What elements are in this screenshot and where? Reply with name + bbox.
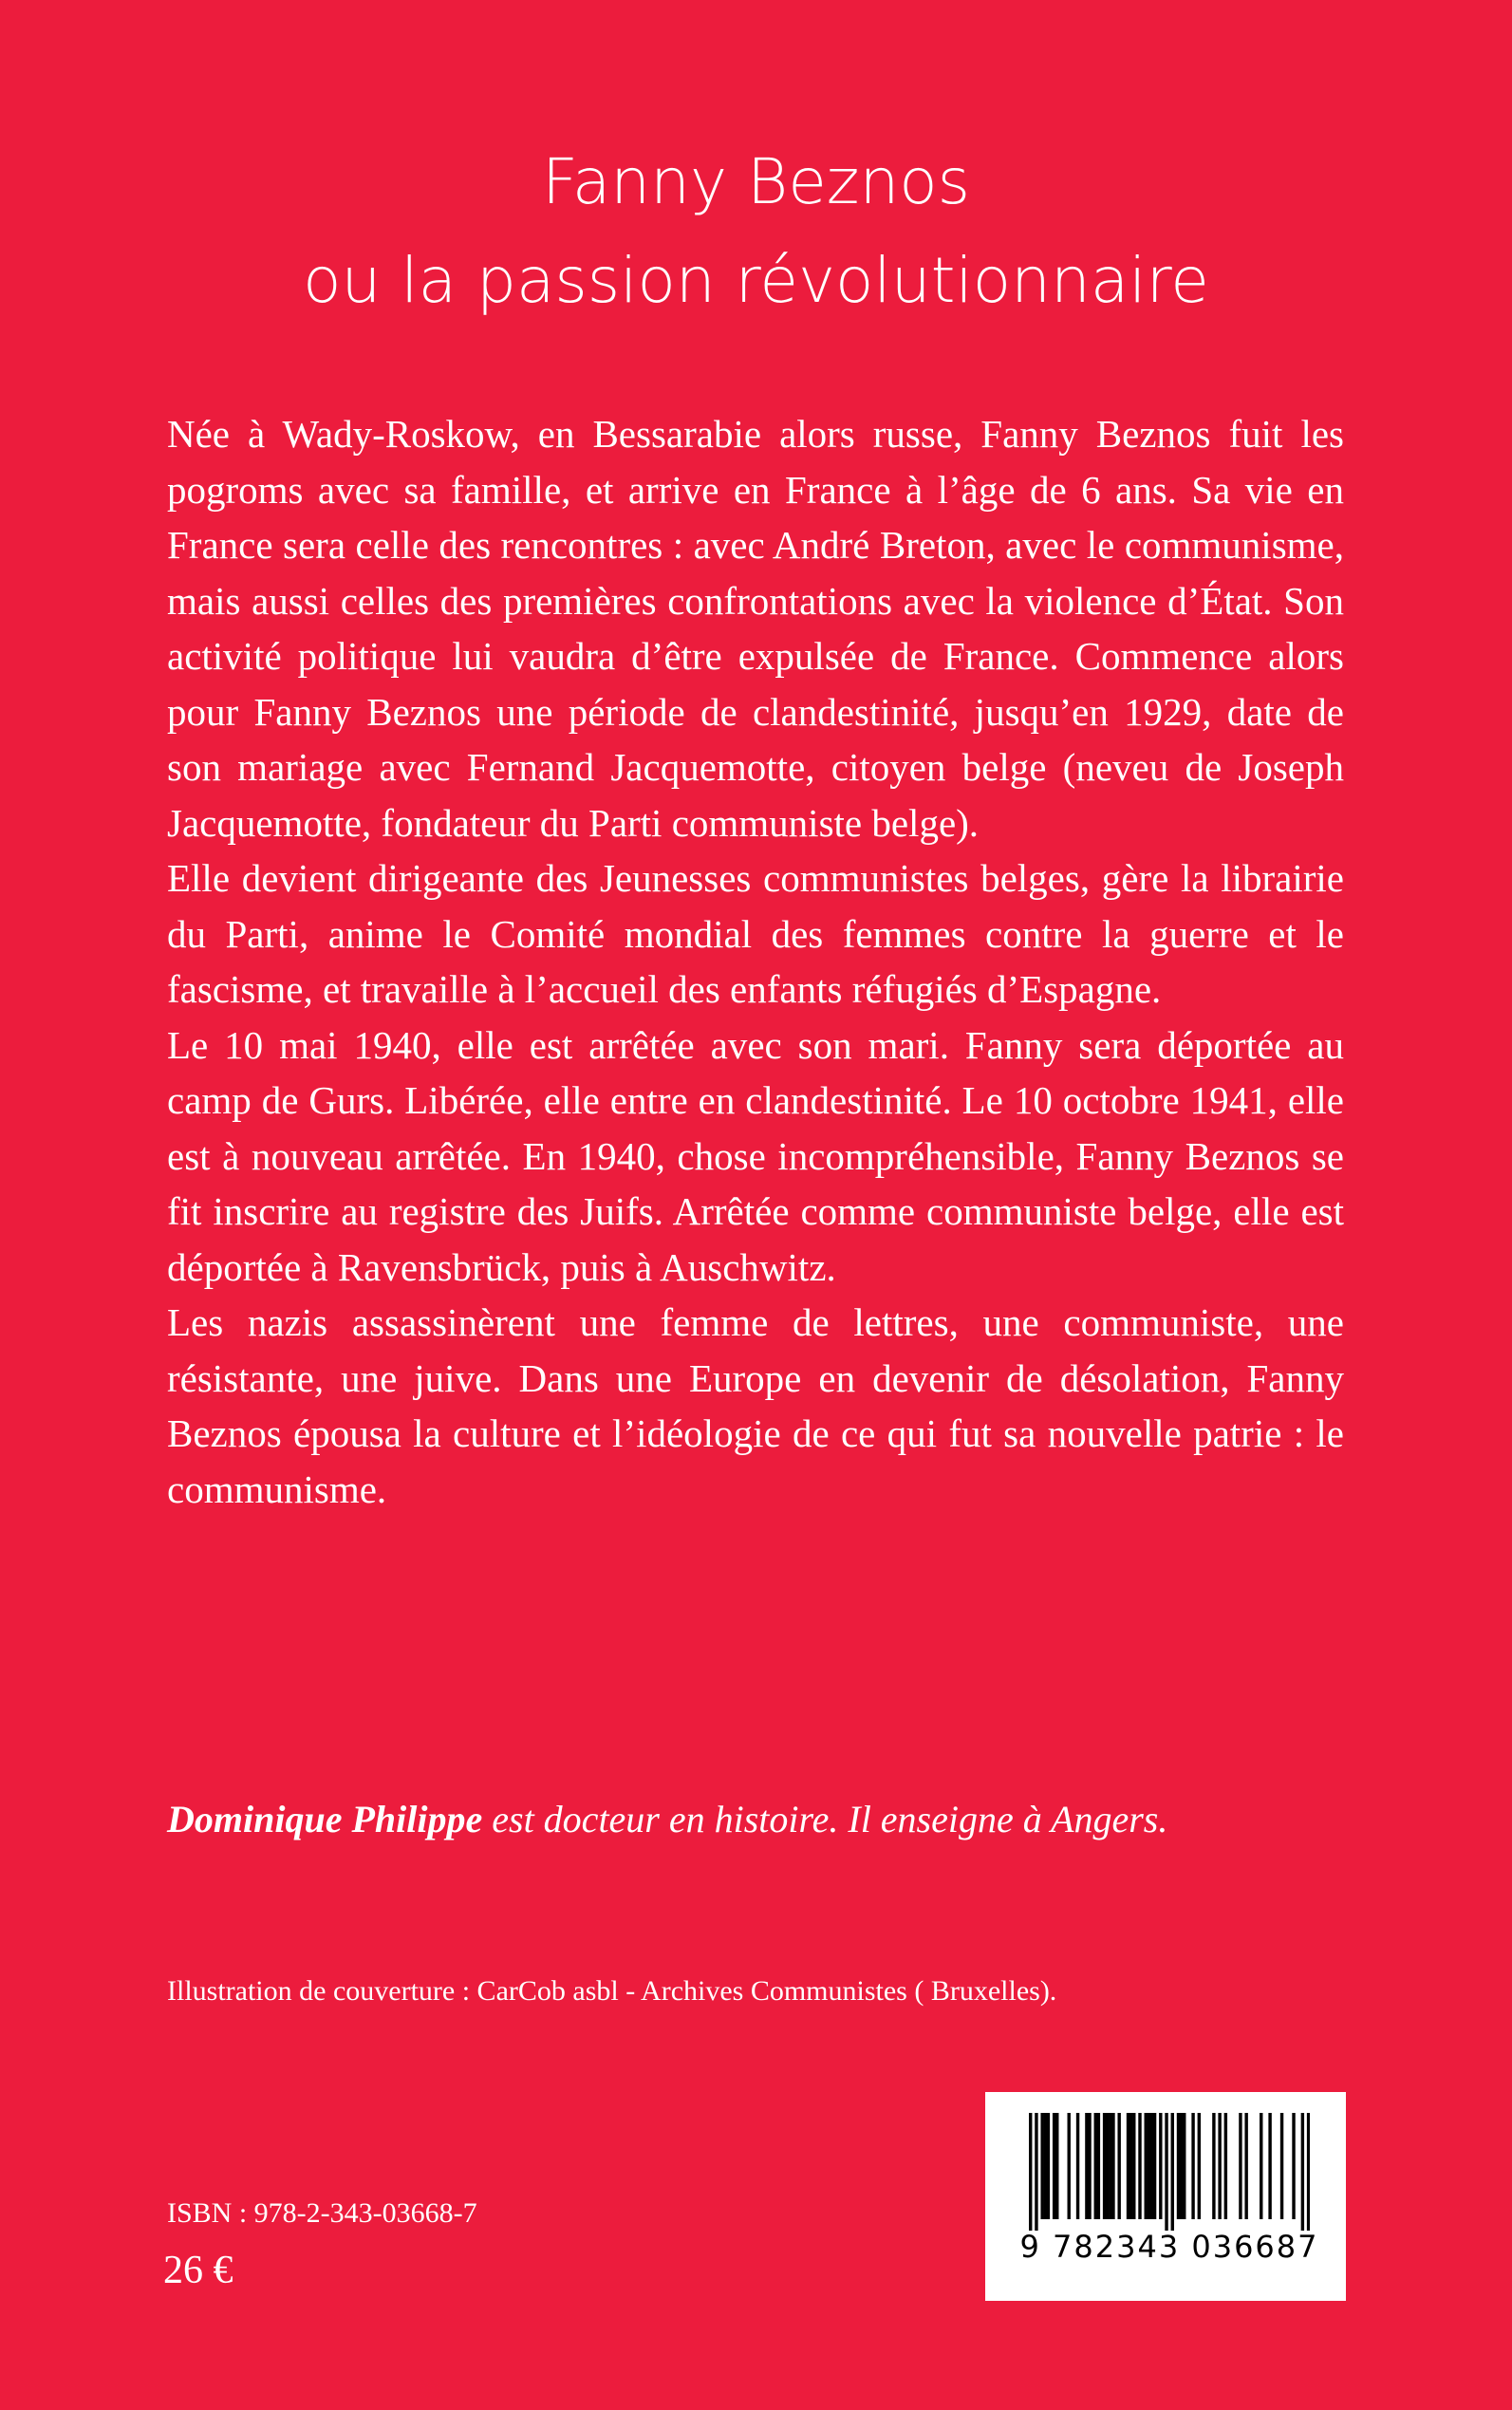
barcode-bar [1097, 2113, 1100, 2219]
barcode-bar [1094, 2113, 1097, 2219]
barcode-digits: 9 782343 036687 [1019, 2229, 1319, 2265]
barcode-bar [1132, 2113, 1135, 2219]
summary-paragraph-2: Elle devient dirigeante des Jeunesses communistes belges, gère la librairie du Parti, anime le Comité mondial des femmes contre la guerre et le fascisme, et travaille à l’accueil des enfants réfugiés d’Espagne. [167, 856, 1344, 1011]
barcode-bar [1292, 2113, 1295, 2219]
barcode-bar [1218, 2113, 1221, 2219]
book-title [0, 133, 1512, 330]
barcode-bar [1076, 2113, 1079, 2219]
barcode-bar [1268, 2113, 1271, 2219]
barcode-bar [1029, 2113, 1032, 2231]
barcode-bar [1085, 2113, 1088, 2219]
book-title-line-2: ou la passion révolutionnaire [303, 244, 1209, 317]
barcode-bar [1088, 2113, 1091, 2219]
price: 26 € [163, 2249, 233, 2292]
barcode-bar [1260, 2113, 1262, 2219]
barcode-bar [1109, 2113, 1111, 2219]
summary-paragraph-1: Née à Wady-Roskow, en Bessarabie alors russe, Fanny Beznos fuit les pogroms avec sa famille, et arrive en France à l’âge de 6 ans. Sa vie en France sera celle des rencontres : avec André Breton, avec le communisme, mais aussi celles des premières confrontations avec la violence d’État. Son activité politique lui vaudra d’être expulsée de France. Commence alors pour Fanny Beznos une période de clandestinité, jusqu’en 1929, date de son mariage avec Fernand Jacquemotte, citoyen belge (neveu de Joseph Jacquemotte, fondateur du Parti communiste belge). [167, 412, 1344, 845]
barcode-bar [1055, 2113, 1058, 2219]
barcode-bar [1171, 2113, 1174, 2231]
summary-paragraph-3: Le 10 mai 1940, elle est arrêtée avec son mari. Fanny sera déportée au camp de Gurs. Libérée, elle entre en clandestinité. Le 10 octobre 1941, elle est à nouveau arrêtée. En 1940, chose incompréhensible, Fanny Beznos se fit inscrire au registre des Juifs. Arrêtée comme communiste belge, elle est déportée à Ravensbrück, puis à Auschwitz. [167, 1022, 1344, 1289]
barcode-bar [1153, 2113, 1156, 2219]
barcode-bar [1117, 2113, 1120, 2219]
isbn-number: ISBN : 978-2-343-03668-7 [167, 2197, 477, 2229]
isbn-barcode [985, 2092, 1346, 2301]
barcode-bar [1159, 2113, 1162, 2219]
barcode-bar [1177, 2113, 1180, 2219]
barcode-bar [1035, 2113, 1037, 2231]
barcode-bar [1191, 2113, 1194, 2219]
cover-illustration-credit: Illustration de couverture : CarCob asbl - Archives Communistes ( Bruxelles). [167, 1975, 1057, 2007]
barcode-bar [1239, 2113, 1241, 2219]
barcode-bar [1040, 2113, 1043, 2219]
barcode-bar [1047, 2113, 1050, 2219]
barcode-bar [1198, 2113, 1201, 2219]
barcode-bar [1212, 2113, 1215, 2219]
barcode-bar [1068, 2113, 1071, 2219]
barcode-bars [1029, 2113, 1310, 2231]
barcode-bar [1244, 2113, 1247, 2219]
barcode-bar [1106, 2113, 1109, 2219]
barcode-bar [1145, 2113, 1148, 2219]
author-description: est docteur en histoire. Il enseigne à Angers. [482, 1798, 1168, 1840]
barcode-bar [1224, 2113, 1227, 2219]
barcode-bar [1148, 2113, 1150, 2219]
barcode-bar [1165, 2113, 1167, 2231]
barcode-bar [1180, 2113, 1183, 2219]
barcode-bar [1103, 2113, 1106, 2219]
barcode-bar [1044, 2113, 1047, 2219]
summary-paragraph-4: Les nazis assassinèrent une femme de lettres, une communiste, une résistante, une juive. Dans une Europe en devenir de désolation, Fanny Beznos épousa la culture et l’idéologie de ce qui fut sa nouvelle patrie : le communisme. [167, 1300, 1344, 1511]
barcode-bar [1307, 2113, 1310, 2231]
author-name: Dominique Philippe [167, 1798, 483, 1840]
barcode-bar [1280, 2113, 1283, 2219]
barcode-bar [1301, 2113, 1304, 2231]
barcode-bar [1129, 2113, 1132, 2219]
barcode-bar [1150, 2113, 1153, 2219]
barcode-bar [1053, 2113, 1055, 2219]
barcode-bar [1138, 2113, 1141, 2219]
back-cover-summary [167, 406, 1344, 1517]
barcode-bar [1183, 2113, 1185, 2219]
author-bio [167, 1796, 1344, 1843]
barcode-bar [1127, 2113, 1129, 2219]
barcode-bar [1111, 2113, 1114, 2219]
book-title-line-1: Fanny Beznos [541, 145, 971, 218]
